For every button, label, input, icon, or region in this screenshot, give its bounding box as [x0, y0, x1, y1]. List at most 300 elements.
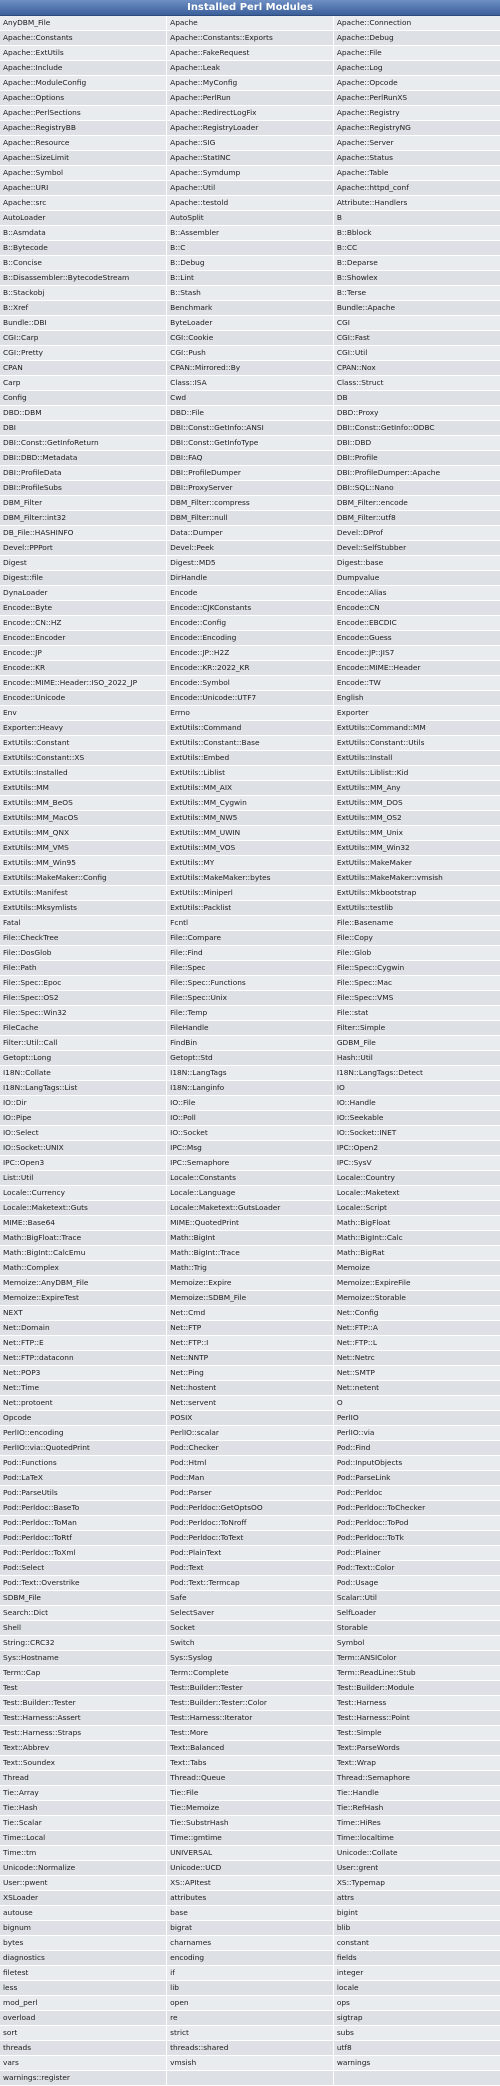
module-cell: Filter::Simple: [333, 1021, 500, 1036]
module-cell: Env: [0, 706, 167, 721]
module-cell: Bundle::Apache: [333, 301, 500, 316]
module-cell: B::Stackobj: [0, 286, 167, 301]
module-cell: vars: [0, 2056, 167, 2071]
module-cell: Net::FTP::E: [0, 1336, 167, 1351]
module-cell: DBM_Filter::utf8: [333, 511, 500, 526]
table-row: [0, 1441, 500, 1456]
module-cell: MIME::Base64: [0, 1216, 167, 1231]
table-row: [0, 871, 500, 886]
module-cell: Text::Balanced: [167, 1741, 334, 1756]
module-cell: ExtUtils::MakeMaker::bytes: [167, 871, 334, 886]
module-cell: Apache::httpd_conf: [333, 181, 500, 196]
module-cell: Net::FTP: [167, 1321, 334, 1336]
table-row: [0, 691, 500, 706]
module-cell: B::Stash: [167, 286, 334, 301]
table-row: [0, 1051, 500, 1066]
module-cell: Locale::Maketext::GutsLoader: [167, 1201, 334, 1216]
module-cell: Unicode::Collate: [333, 1846, 500, 1861]
table-row: [0, 1171, 500, 1186]
module-cell: ExtUtils::MM_BeOS: [0, 796, 167, 811]
module-cell: Test: [0, 1681, 167, 1696]
module-cell: bigint: [333, 1906, 500, 1921]
module-cell: Net::Ping: [167, 1366, 334, 1381]
module-cell: Apache::Include: [0, 61, 167, 76]
table-row: [0, 1636, 500, 1651]
module-cell: Apache: [167, 16, 334, 31]
module-cell: File::DosGlob: [0, 946, 167, 961]
module-cell: Locale::Currency: [0, 1186, 167, 1201]
module-cell: B::Bblock: [333, 226, 500, 241]
module-cell: UNIVERSAL: [167, 1846, 334, 1861]
module-cell: Apache::Opcode: [333, 76, 500, 91]
table-row: [0, 841, 500, 856]
module-cell: DBI::Const::GetInfo::ODBC: [333, 421, 500, 436]
table-row: [0, 256, 500, 271]
module-cell: B::Showlex: [333, 271, 500, 286]
module-cell: CGI::Cookie: [167, 331, 334, 346]
table-row: [0, 271, 500, 286]
module-cell: Class::ISA: [167, 376, 334, 391]
module-cell: SDBM_File: [0, 1591, 167, 1606]
table-row: [0, 91, 500, 106]
module-cell: DBI: [0, 421, 167, 436]
module-cell: Test::Builder::Tester: [167, 1681, 334, 1696]
module-cell: DBD::Proxy: [333, 406, 500, 421]
module-cell: Benchmark: [167, 301, 334, 316]
module-cell: DBI::Const::GetInfoType: [167, 436, 334, 451]
module-cell: Text::Tabs: [167, 1756, 334, 1771]
module-cell: Pod::ParseUtils: [0, 1486, 167, 1501]
module-cell: Net::FTP::A: [333, 1321, 500, 1336]
module-cell: Digest::MD5: [167, 556, 334, 571]
module-cell: Encode::MIME::Header: [333, 661, 500, 676]
module-cell: SelectSaver: [167, 1606, 334, 1621]
table-row: [0, 1411, 500, 1426]
module-cell: Net::Domain: [0, 1321, 167, 1336]
table-row: [0, 361, 500, 376]
module-cell: B::Assembler: [167, 226, 334, 241]
module-cell: encoding: [167, 1951, 334, 1966]
module-cell: DBI::ProfileDumper: [167, 466, 334, 481]
table-row: [0, 646, 500, 661]
module-cell: I18N::LangTags: [167, 1066, 334, 1081]
module-cell: CPAN::Nox: [333, 361, 500, 376]
module-cell: Tie::File: [167, 1786, 334, 1801]
module-cell: ExtUtils::MakeMaker::Config: [0, 871, 167, 886]
module-cell: Pod::Perldoc::ToMan: [0, 1516, 167, 1531]
table-row: [0, 121, 500, 136]
table-row: [0, 1516, 500, 1531]
module-cell: DBI::DBD::Metadata: [0, 451, 167, 466]
module-cell: Locale::Script: [333, 1201, 500, 1216]
module-cell: Apache::Resource: [0, 136, 167, 151]
module-cell: sort: [0, 2026, 167, 2041]
module-cell: Apache::Options: [0, 91, 167, 106]
table-row: [0, 1336, 500, 1351]
module-cell: Tie::Memoize: [167, 1801, 334, 1816]
module-cell: Memoize::ExpireFile: [333, 1276, 500, 1291]
table-row: [0, 1006, 500, 1021]
module-cell: Encode::TW: [333, 676, 500, 691]
module-cell: Text::Abbrev: [0, 1741, 167, 1756]
module-cell: DB: [333, 391, 500, 406]
module-cell: Errno: [167, 706, 334, 721]
module-cell: Apache::Status: [333, 151, 500, 166]
module-cell: bignum: [0, 1921, 167, 1936]
module-cell: File::stat: [333, 1006, 500, 1021]
module-cell: Apache::Constants::Exports: [167, 31, 334, 46]
table-row: [0, 451, 500, 466]
module-cell: Net::SMTP: [333, 1366, 500, 1381]
module-cell: CPAN::Mirrored::By: [167, 361, 334, 376]
table-row: [0, 736, 500, 751]
module-cell: ExtUtils::MM_Win95: [0, 856, 167, 871]
module-cell: Locale::Constants: [167, 1171, 334, 1186]
module-cell: Opcode: [0, 1411, 167, 1426]
table-row: [0, 706, 500, 721]
module-cell: Apache::PerlRun: [167, 91, 334, 106]
table-row: [0, 1396, 500, 1411]
table-row: [0, 1021, 500, 1036]
module-cell: Encode::EBCDIC: [333, 616, 500, 631]
table-row: [0, 196, 500, 211]
table-row: [0, 676, 500, 691]
module-cell: Class::Struct: [333, 376, 500, 391]
table-row: [0, 1186, 500, 1201]
module-cell: Encode::CN: [333, 601, 500, 616]
module-cell: File::Temp: [167, 1006, 334, 1021]
table-row: [0, 61, 500, 76]
module-cell: Pod::Checker: [167, 1441, 334, 1456]
module-cell: ExtUtils::Mksymlists: [0, 901, 167, 916]
module-cell: Apache::StatINC: [167, 151, 334, 166]
table-row: [0, 1381, 500, 1396]
module-cell: CGI: [333, 316, 500, 331]
module-cell: MIME::QuotedPrint: [167, 1216, 334, 1231]
module-cell: Math::BigInt: [167, 1231, 334, 1246]
table-row: [0, 286, 500, 301]
module-cell: Net::Cmd: [167, 1306, 334, 1321]
table-row: [0, 931, 500, 946]
table-row: [0, 1951, 500, 1966]
table-row: [0, 1471, 500, 1486]
table-row: [0, 1981, 500, 1996]
table-row: [0, 301, 500, 316]
module-cell: Data::Dumper: [167, 526, 334, 541]
module-cell: bytes: [0, 1936, 167, 1951]
module-cell: ExtUtils::Constant::Utils: [333, 736, 500, 751]
module-cell: DBI::FAQ: [167, 451, 334, 466]
panel-title: Installed Perl Modules: [0, 0, 500, 16]
module-cell: Apache::Connection: [333, 16, 500, 31]
module-cell: DBI::Const::GetInfo::ANSI: [167, 421, 334, 436]
table-row: [0, 1696, 500, 1711]
module-cell: mod_perl: [0, 1996, 167, 2011]
table-row: [0, 466, 500, 481]
module-cell: Net::NNTP: [167, 1351, 334, 1366]
module-cell: Fatal: [0, 916, 167, 931]
table-row: [0, 1546, 500, 1561]
module-cell: Net::FTP::dataconn: [0, 1351, 167, 1366]
module-cell: CGI::Util: [333, 346, 500, 361]
table-row: [0, 421, 500, 436]
module-cell: Apache::Util: [167, 181, 334, 196]
table-row: [0, 766, 500, 781]
module-cell: Math::BigInt::Trace: [167, 1246, 334, 1261]
table-row: [0, 1726, 500, 1741]
module-cell: Encode::Encoding: [167, 631, 334, 646]
module-cell: attrs: [333, 1891, 500, 1906]
module-cell: ExtUtils::MM_Win32: [333, 841, 500, 856]
module-cell: Memoize::AnyDBM_File: [0, 1276, 167, 1291]
modules-table: [0, 16, 500, 2086]
module-cell: Digest: [0, 556, 167, 571]
module-cell: Apache::FakeRequest: [167, 46, 334, 61]
module-cell: Encode::JP::JIS7: [333, 646, 500, 661]
table-row: [0, 541, 500, 556]
module-cell: String::CRC32: [0, 1636, 167, 1651]
module-cell: attributes: [167, 1891, 334, 1906]
module-cell: IO::Dir: [0, 1096, 167, 1111]
table-row: [0, 916, 500, 931]
module-cell: Memoize::Storable: [333, 1291, 500, 1306]
table-row: [0, 1066, 500, 1081]
module-cell: Devel::DProf: [333, 526, 500, 541]
module-cell: User::grent: [333, 1861, 500, 1876]
module-cell: Text::Soundex: [0, 1756, 167, 1771]
module-cell: ExtUtils::MM_Any: [333, 781, 500, 796]
table-row: [0, 1936, 500, 1951]
module-cell: English: [333, 691, 500, 706]
module-cell: ExtUtils::Constant: [0, 736, 167, 751]
module-cell: Encode::MIME::Header::ISO_2022_JP: [0, 676, 167, 691]
table-row: [0, 511, 500, 526]
table-row: [0, 1621, 500, 1636]
module-cell: Pod::Find: [333, 1441, 500, 1456]
table-row: [0, 211, 500, 226]
module-cell: Sys::Syslog: [167, 1651, 334, 1666]
module-cell: XS::Typemap: [333, 1876, 500, 1891]
module-cell: Pod::Text: [167, 1561, 334, 1576]
module-cell: Apache::src: [0, 196, 167, 211]
table-row: [0, 1876, 500, 1891]
module-cell: Math::BigRat: [333, 1246, 500, 1261]
module-cell: File::Path: [0, 961, 167, 976]
module-cell: Tie::Array: [0, 1786, 167, 1801]
module-cell: Exporter: [333, 706, 500, 721]
table-row: [0, 241, 500, 256]
table-row: [0, 1921, 500, 1936]
module-cell: Pod::Text::Overstrike: [0, 1576, 167, 1591]
module-cell: Pod::LaTeX: [0, 1471, 167, 1486]
module-cell: PerlIO: [333, 1411, 500, 1426]
module-cell: Time::gmtime: [167, 1831, 334, 1846]
table-row: [0, 2056, 500, 2071]
module-cell: Pod::Perldoc::ToRtf: [0, 1531, 167, 1546]
module-cell: Net::FTP::I: [167, 1336, 334, 1351]
module-cell: if: [167, 1966, 334, 1981]
module-cell: Config: [0, 391, 167, 406]
table-row: [0, 1351, 500, 1366]
table-row: [0, 1771, 500, 1786]
module-cell: ExtUtils::Packlist: [167, 901, 334, 916]
module-cell: CGI::Push: [167, 346, 334, 361]
module-cell: Thread::Semaphore: [333, 1771, 500, 1786]
module-cell: Encode::Symbol: [167, 676, 334, 691]
module-cell: Unicode::Normalize: [0, 1861, 167, 1876]
module-cell: Apache::MyConfig: [167, 76, 334, 91]
module-cell: List::Util: [0, 1171, 167, 1186]
module-cell: Encode::Unicode: [0, 691, 167, 706]
module-cell: IO::Select: [0, 1126, 167, 1141]
module-cell: Locale::Country: [333, 1171, 500, 1186]
table-row: [0, 661, 500, 676]
module-cell: Pod::Perldoc::GetOptsOO: [167, 1501, 334, 1516]
module-cell: Math::Trig: [167, 1261, 334, 1276]
module-cell: GDBM_File: [333, 1036, 500, 1051]
module-cell: Time::localtime: [333, 1831, 500, 1846]
module-cell: DirHandle: [167, 571, 334, 586]
table-row: [0, 1501, 500, 1516]
module-cell: Pod::Plainer: [333, 1546, 500, 1561]
module-cell: File::Spec: [167, 961, 334, 976]
module-cell: [167, 2071, 334, 2086]
module-cell: File::Spec::Epoc: [0, 976, 167, 991]
module-cell: locale: [333, 1981, 500, 1996]
table-row: [0, 961, 500, 976]
module-cell: Unicode::UCD: [167, 1861, 334, 1876]
table-row: [0, 1666, 500, 1681]
module-cell: DBI::Profile: [333, 451, 500, 466]
module-cell: Hash::Util: [333, 1051, 500, 1066]
module-cell: Net::Config: [333, 1306, 500, 1321]
module-cell: Pod::Perldoc: [333, 1486, 500, 1501]
table-row: [0, 1366, 500, 1381]
table-row: [0, 2071, 500, 2086]
table-row: [0, 991, 500, 1006]
module-cell: AutoLoader: [0, 211, 167, 226]
module-cell: IO: [333, 1081, 500, 1096]
table-row: [0, 1111, 500, 1126]
module-cell: B::CC: [333, 241, 500, 256]
module-cell: ExtUtils::Manifest: [0, 886, 167, 901]
module-cell: ExtUtils::Install: [333, 751, 500, 766]
module-cell: B::Deparse: [333, 256, 500, 271]
module-cell: Apache::SIG: [167, 136, 334, 151]
module-cell: Pod::Usage: [333, 1576, 500, 1591]
table-row: [0, 1156, 500, 1171]
module-cell: ExtUtils::Liblist: [167, 766, 334, 781]
module-cell: Locale::Maketext: [333, 1186, 500, 1201]
table-row: [0, 1606, 500, 1621]
table-row: [0, 391, 500, 406]
module-cell: File::Spec::Unix: [167, 991, 334, 1006]
module-cell: subs: [333, 2026, 500, 2041]
module-cell: autouse: [0, 1906, 167, 1921]
module-cell: Encode::JP::H2Z: [167, 646, 334, 661]
module-cell: threads: [0, 2041, 167, 2056]
table-row: [0, 631, 500, 646]
module-cell: Filter::Util::Call: [0, 1036, 167, 1051]
module-cell: Pod::Perldoc::ToTk: [333, 1531, 500, 1546]
table-row: [0, 1786, 500, 1801]
module-cell: integer: [333, 1966, 500, 1981]
module-cell: IO::Socket::INET: [333, 1126, 500, 1141]
module-cell: Test::Builder::Module: [333, 1681, 500, 1696]
module-cell: Devel::PPPort: [0, 541, 167, 556]
module-cell: Math::BigFloat::Trace: [0, 1231, 167, 1246]
table-row: [0, 406, 500, 421]
table-row: [0, 106, 500, 121]
table-row: [0, 1846, 500, 1861]
table-row: [0, 1141, 500, 1156]
table-row: [0, 181, 500, 196]
module-cell: Encode::KR: [0, 661, 167, 676]
module-cell: File::Spec::VMS: [333, 991, 500, 1006]
table-row: [0, 346, 500, 361]
module-cell: Apache::Debug: [333, 31, 500, 46]
table-row: [0, 316, 500, 331]
module-cell: DBD::DBM: [0, 406, 167, 421]
table-row: [0, 136, 500, 151]
module-cell: DBM_Filter::int32: [0, 511, 167, 526]
module-cell: Pod::Perldoc::ToText: [167, 1531, 334, 1546]
module-cell: filetest: [0, 1966, 167, 1981]
module-cell: ExtUtils::MM_QNX: [0, 826, 167, 841]
table-row: [0, 1216, 500, 1231]
table-row: [0, 1531, 500, 1546]
module-cell: Safe: [167, 1591, 334, 1606]
module-cell: Tie::RefHash: [333, 1801, 500, 1816]
module-cell: Tie::Hash: [0, 1801, 167, 1816]
table-row: [0, 1906, 500, 1921]
module-cell: Attribute::Handlers: [333, 196, 500, 211]
module-cell: Symbol: [333, 1636, 500, 1651]
module-cell: DBM_Filter::compress: [167, 496, 334, 511]
module-cell: ExtUtils::Command: [167, 721, 334, 736]
table-row: [0, 1291, 500, 1306]
table-row: [0, 2026, 500, 2041]
module-cell: Term::Complete: [167, 1666, 334, 1681]
module-cell: Exporter::Heavy: [0, 721, 167, 736]
module-cell: Apache::RedirectLogFix: [167, 106, 334, 121]
module-cell: B::Disassembler::BytecodeStream: [0, 271, 167, 286]
table-row: [0, 496, 500, 511]
module-cell: File::Spec::Mac: [333, 976, 500, 991]
module-cell: Test::Harness::Iterator: [167, 1711, 334, 1726]
module-cell: DBM_Filter::encode: [333, 496, 500, 511]
table-row: [0, 1276, 500, 1291]
module-cell: ExtUtils::Miniperl: [167, 886, 334, 901]
table-row: [0, 1996, 500, 2011]
module-cell: Cwd: [167, 391, 334, 406]
table-row: [0, 1891, 500, 1906]
module-cell: FindBin: [167, 1036, 334, 1051]
module-cell: Test::Harness::Point: [333, 1711, 500, 1726]
module-cell: Encode::CJKConstants: [167, 601, 334, 616]
module-cell: IPC::Open2: [333, 1141, 500, 1156]
table-row: [0, 856, 500, 871]
module-cell: ExtUtils::MM_Unix: [333, 826, 500, 841]
module-cell: bigrat: [167, 1921, 334, 1936]
table-row: [0, 796, 500, 811]
module-cell: Getopt::Std: [167, 1051, 334, 1066]
table-row: [0, 1201, 500, 1216]
module-cell: Pod::Perldoc::ToNroff: [167, 1516, 334, 1531]
module-cell: PerlIO::encoding: [0, 1426, 167, 1441]
table-row: [0, 1741, 500, 1756]
module-cell: Pod::Html: [167, 1456, 334, 1471]
